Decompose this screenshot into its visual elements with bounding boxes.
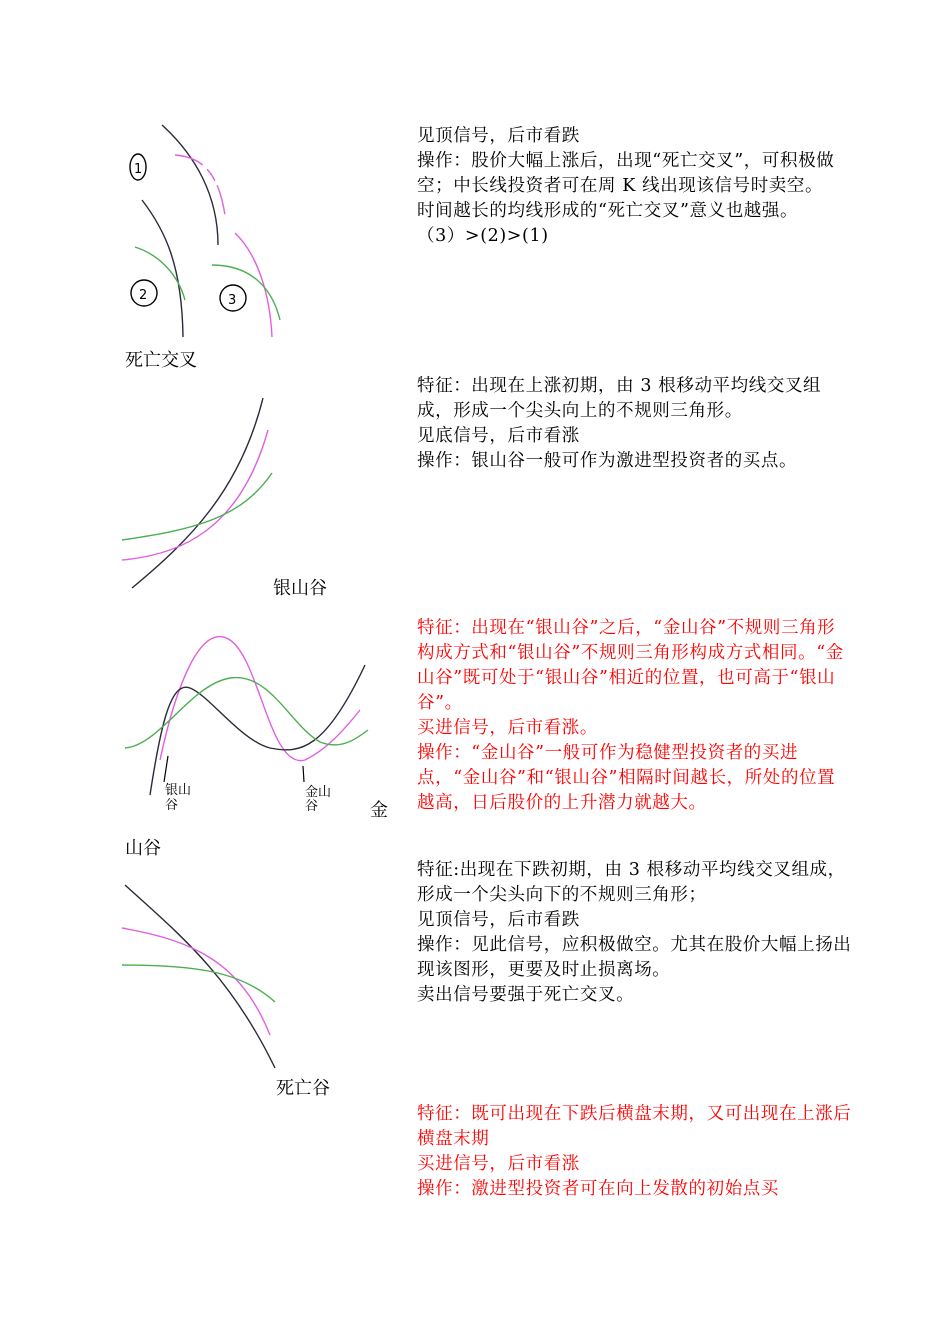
short-ma-line [160, 637, 360, 761]
silver-valley-pointer [164, 756, 168, 782]
death-valley-figure [120, 880, 285, 1075]
dark-line-2 [142, 200, 183, 337]
golden-valley-caption-part1: 金 [370, 800, 388, 821]
death-valley-line-1: 特征:出现在下跌初期，由 3 根移动平均线交叉组成，形成一个尖头向下的不规则三角形； [417, 860, 846, 905]
death-cross-line-3: 时间越长的均线形成的“死亡交叉”意义也越强。 [417, 201, 799, 221]
silver-valley-figure [120, 390, 280, 590]
death-cross-figure [120, 115, 300, 345]
silver-valley-line-1: 特征：出现在上涨初期，由 3 根移动平均线交叉组成，形成一个尖头向上的不规则三角形。 [417, 376, 822, 421]
golden-valley-pointer [303, 766, 304, 782]
mid-ma-line [122, 473, 272, 540]
silver-valley-text [417, 374, 852, 474]
death-valley-line-4: 卖出信号要强于死亡交叉。 [417, 985, 635, 1005]
long-ma-line [150, 665, 365, 795]
death-valley-text [417, 858, 852, 1008]
section5-line-1: 特征：既可出现在下跌后横盘末期，又可出现在上涨后横盘末期 [417, 1104, 852, 1149]
death-valley-line-2: 见顶信号，后市看跌 [417, 910, 580, 930]
pink-line-3 [235, 233, 272, 337]
golden-valley-line-2: 买进信号，后市看涨。 [417, 718, 598, 738]
marker-1-label: 1 [134, 162, 143, 177]
section5-line-2: 买进信号，后市看涨 [417, 1154, 580, 1174]
golden-valley-label-1: 金山 [305, 785, 332, 800]
death-cross-line-2: 操作：股价大幅上涨后，出现“死亡交叉”，可积极做空；中长线投资者可在周 K 线出现该信号时卖空。 [417, 151, 835, 196]
golden-valley-text [417, 616, 852, 816]
long-ma-line [125, 885, 275, 1068]
death-valley-caption: 死亡谷 [276, 1078, 330, 1099]
pink-line-1 [175, 155, 225, 215]
silver-valley-label-1: 银山 [165, 783, 192, 798]
golden-valley-figure [120, 630, 375, 820]
golden-valley-label-2: 谷 [305, 799, 319, 814]
golden-valley-line-3: 操作：“金山谷”一般可作为稳健型投资者的买进点，“金山谷”和“银山谷”相隔时间越长，所处的位置越高，日后股价的上升潜力就越大。 [417, 743, 836, 813]
silver-valley-line-2: 见底信号，后市看涨 [417, 426, 580, 446]
section5-text [417, 1102, 852, 1202]
silver-valley-caption: 银山谷 [273, 578, 327, 599]
section5-line-3: 操作：激进型投资者可在向上发散的初始点买 [417, 1179, 779, 1199]
death-valley-line-3: 操作：见此信号，应积极做空。尤其在股价大幅上扬出现该图形，更要及时止损离场。 [417, 935, 852, 980]
mid-ma-line [122, 965, 275, 1002]
marker-3-label: 3 [228, 293, 237, 308]
long-ma-line [132, 398, 263, 588]
silver-valley-line-3: 操作：银山谷一般可作为激进型投资者的买点。 [417, 451, 798, 471]
marker-2-label: 2 [139, 288, 148, 303]
silver-valley-label [165, 783, 191, 813]
death-cross-text [417, 124, 852, 249]
death-cross-caption: 死亡交叉 [125, 350, 197, 371]
death-cross-line-4: （3）>(2)>(1) [417, 226, 549, 246]
mid-ma-line [125, 678, 368, 748]
golden-valley-line-1: 特征：出现在“银山谷”之后，“金山谷”不规则三角形构成方式和“银山谷”不规则三角形构成方式相同。“金山谷”既可处于“银山谷”相近的位置，也可高于“银山谷”。 [417, 618, 844, 713]
dark-line-1 [162, 125, 218, 245]
golden-valley-caption-part2: 山谷 [125, 838, 161, 859]
silver-valley-label-2: 谷 [165, 798, 179, 813]
golden-valley-label [305, 786, 331, 814]
death-cross-line-1: 见顶信号，后市看跌 [417, 126, 580, 146]
